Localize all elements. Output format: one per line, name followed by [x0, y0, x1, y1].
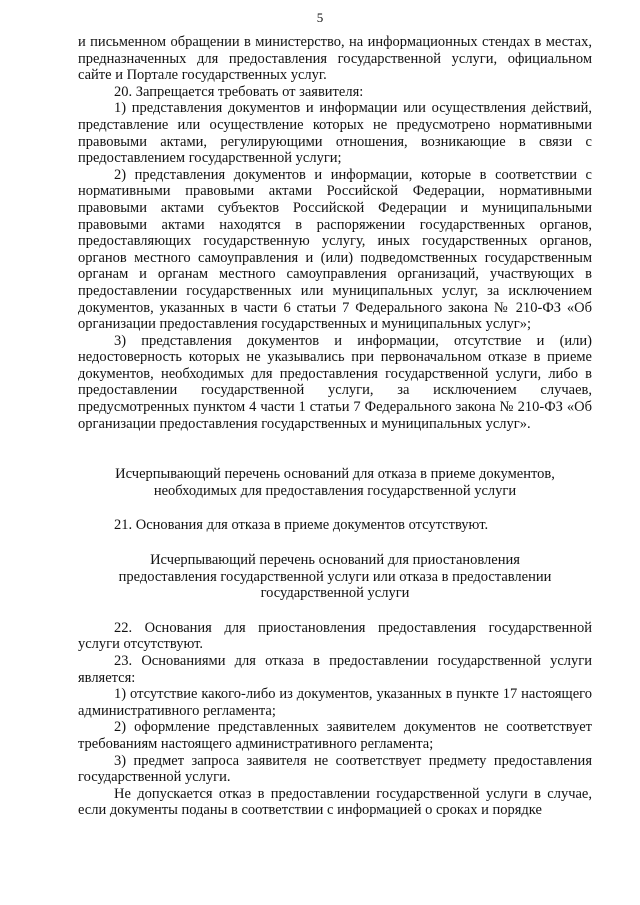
- section-20-item-1: 1) представления документов и информации или осуществления действий, представление или осуществление которых не предусмотрено нормативными правовыми актами, регулирующими отношения, возникающие в связи с предоставлением государственной услуги;: [78, 100, 592, 167]
- section-22-paragraph: 22. Основания для приостановления предоставления государственной услуги отсутствуют.: [78, 619, 592, 653]
- heading-line: необходимых для предоставления государственной услуги: [153, 482, 517, 499]
- section-20-item-2: 2) представления документов и информации, которые в соответствии с нормативными правовыми актами Российской Федерации, нормативными правовыми актами субъектов Российской Федерации и муниципальными правовыми актами находятся в распоряжении государственных органов, предоставляющих государственную услугу, иных государственных органов, органов местного самоуправления и (или) подведомственных государственным органам и органам местного самоуправления организаций, участвующих в предоставлении государственных или муниципальных услуг, за исключением документов, указанных в части 6 статьи 7 Федерального закона № 210-ФЗ «Об организации предоставления государственных и муниципальных услуг»;: [78, 166, 592, 333]
- spacer: [78, 602, 592, 620]
- page-number: 5: [316, 10, 324, 25]
- section-23-item-3: 3) предмет запроса заявителя не соответствует предмету предоставления государственной услуги.: [78, 752, 592, 786]
- section-23-lead: 23. Основаниями для отказа в предоставлении государственной услуги является:: [78, 653, 592, 686]
- section-20-item-3: 3) представления документов и информации, отсутствие и (или) недостоверность которых не указывались при первоначальном отказе в приеме документов, необходимых для предоставления государственной услуги, либо в предоставлении государственной услуги, за исключением случаев, предусмотренных пунктом 4 части 1 статьи 7 Федерального закона № 210-ФЗ «Об организации предоставления государственных и муниципальных услуг».: [78, 332, 592, 432]
- heading-line: предоставления государственной услуги или отказа в предоставлении: [118, 568, 552, 585]
- heading-refusal-acceptance: [78, 466, 592, 499]
- section-23-item-2: 2) оформление представленных заявителем документов не соответствует требованиям настоящего административного регламента;: [78, 719, 592, 752]
- section-23-item-1: 1) отсутствие какого-либо из документов, указанных в пункте 17 настоящего административного регламента;: [78, 686, 592, 719]
- spacer: [78, 534, 592, 552]
- spacer: [78, 432, 592, 466]
- intro-paragraph: и письменном обращении в министерство, на информационных стендах в местах, предназначенных для предоставления государственной услуги, официальном сайте и Портале государственных услуг.: [78, 34, 592, 84]
- heading-suspension-refusal: [78, 552, 592, 602]
- heading-line: государственной услуги: [260, 585, 410, 602]
- heading-line: Исчерпывающий перечень оснований для отказа в приеме документов,: [115, 466, 555, 483]
- section-20-lead: 20. Запрещается требовать от заявителя:: [114, 83, 364, 100]
- spacer: [78, 499, 592, 517]
- section-21-paragraph: 21. Основания для отказа в приеме документов отсутствуют.: [114, 517, 489, 534]
- heading-line: Исчерпывающий перечень оснований для приостановления: [150, 552, 520, 569]
- document-body: [78, 34, 592, 819]
- section-23-closing: Не допускается отказ в предоставлении государственной услуги в случае, если документы поданы в соответствии с информацией о сроках и порядке: [78, 785, 592, 819]
